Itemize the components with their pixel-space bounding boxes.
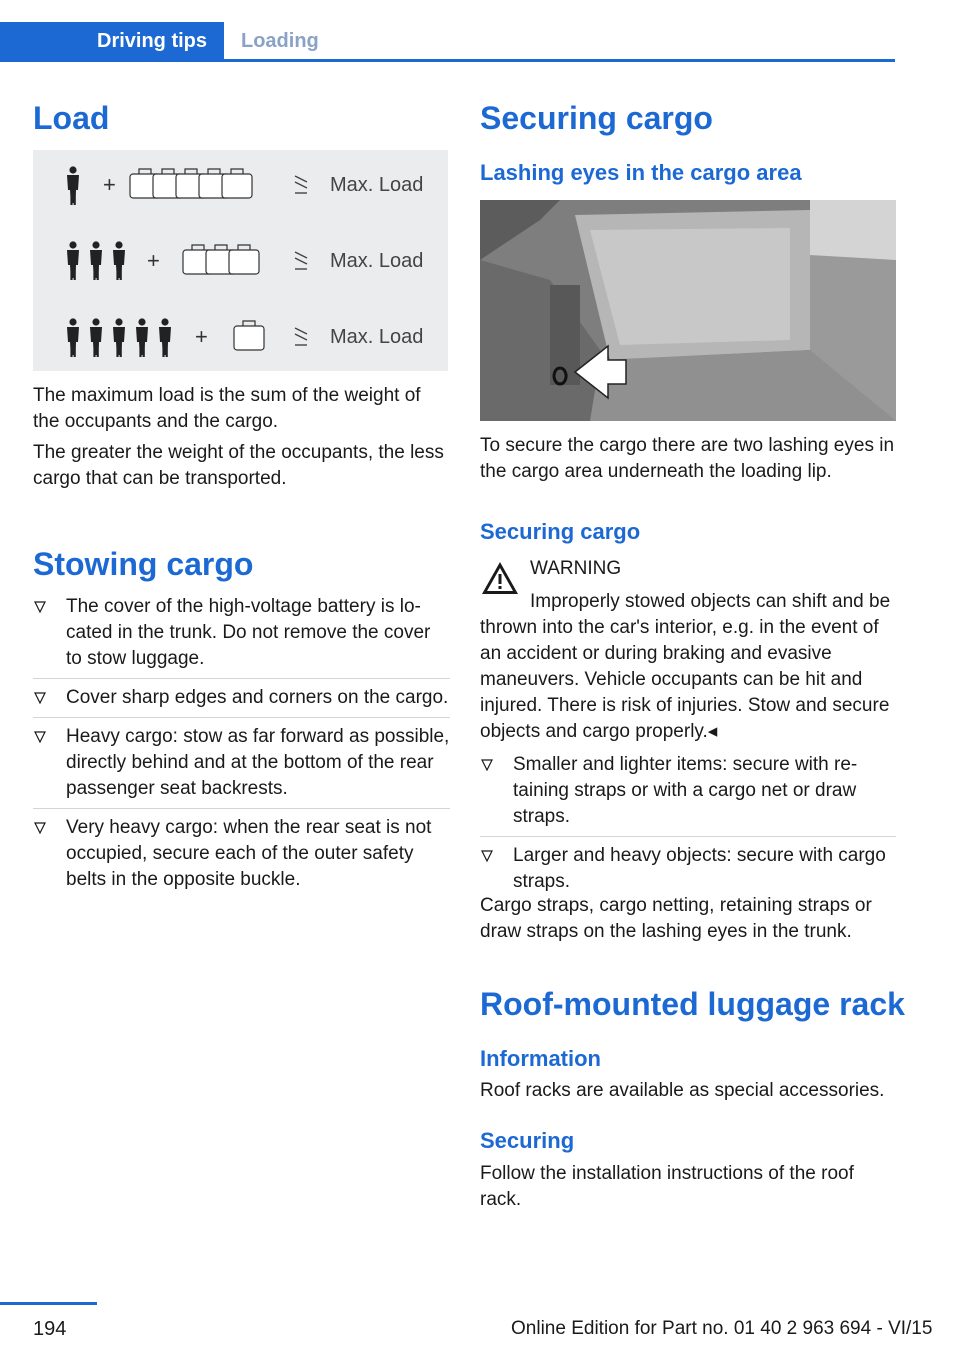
information-subheading: Information xyxy=(480,1046,601,1071)
cargo-area-photo xyxy=(480,200,896,421)
lashing-eyes-subheading: Lashing eyes in the cargo area xyxy=(480,160,802,185)
svg-text:+: + xyxy=(195,324,208,349)
load-heading: Load xyxy=(33,100,110,136)
page-number: 194 xyxy=(33,1318,67,1340)
footer-accent-line xyxy=(0,1302,97,1305)
list-item-text: The cover of the high-voltage battery is located in the trunk. Do not remove the cover to stow luggage. xyxy=(66,596,431,669)
edition-note: Online Edition for Part no. 01 40 2 963 694 - VI/15 xyxy=(511,1318,933,1339)
securing-cargo-heading: Securing cargo xyxy=(480,100,713,136)
list-item-text: Smaller and lighter items: secure with retaining straps or with a cargo net or draw straps. xyxy=(513,754,858,827)
load-paragraph-1: The maximum load is the sum of the weight of the occupants and the cargo. xyxy=(33,385,421,432)
information-paragraph: Roof racks are available as special accessories. xyxy=(480,1080,885,1101)
triangle-bullet-icon xyxy=(34,692,46,704)
svg-text:+: + xyxy=(147,248,160,273)
warning-text: Improperly stowed objects can shift and be thrown into the car's interior, e.g. in the event of an accident or during braking and evasive maneuvers. Vehicle occupants can be hit and injured. There is risk of injuries. Stow and secure objects and cargo properly.◂ xyxy=(480,591,891,742)
straps-paragraph: Cargo straps, cargo netting, retaining straps or draw straps on the lashing eyes in the trunk. xyxy=(480,895,872,942)
warning-label: WARNING xyxy=(530,558,622,579)
tab-loading[interactable]: Loading xyxy=(241,30,319,52)
roof-rack-heading: Roof-mounted luggage rack xyxy=(480,986,905,1022)
securing-paragraph: Follow the installation instructions of the roof rack. xyxy=(480,1163,854,1210)
securing-subheading: Securing xyxy=(480,1128,575,1153)
list-item xyxy=(33,594,450,679)
row-3-five-persons xyxy=(67,318,423,357)
triangle-bullet-icon xyxy=(34,731,46,743)
list-item-text: Cover sharp edges and corners on the cargo. xyxy=(66,687,449,708)
triangle-bullet-icon xyxy=(34,822,46,834)
svg-text:Max. Load: Max. Load xyxy=(330,174,424,196)
chapter-tab-bar xyxy=(0,22,895,62)
tab-driving-tips[interactable]: Driving tips xyxy=(0,22,224,60)
list-item xyxy=(33,815,450,899)
row-2-three-persons xyxy=(67,241,423,280)
list-item xyxy=(480,752,896,837)
list-item xyxy=(33,724,450,809)
triangle-bullet-icon xyxy=(481,759,493,771)
stowing-cargo-heading: Stowing cargo xyxy=(33,546,254,582)
list-item xyxy=(33,685,450,718)
row-1-one-person xyxy=(67,166,423,205)
securing-cargo-subheading: Securing cargo xyxy=(480,519,641,544)
cargo-area-illustration xyxy=(480,200,896,421)
triangle-bullet-icon xyxy=(481,850,493,862)
list-item-text: Larger and heavy objects: secure with cargo straps. xyxy=(513,845,886,892)
svg-text:Max. Load: Max. Load xyxy=(330,250,424,272)
stowing-cargo-list xyxy=(33,594,450,905)
triangle-bullet-icon xyxy=(34,601,46,613)
max-load-illustration xyxy=(33,150,448,371)
securing-cargo-list xyxy=(480,752,896,907)
list-item-text: Very heavy cargo: when the rear seat is not occupied, secure each of the outer safety belts in the opposite buckle. xyxy=(66,817,432,890)
load-paragraph-2: The greater the weight of the occupants, the less cargo that can be transported. xyxy=(33,442,444,489)
svg-text:+: + xyxy=(103,172,116,197)
lashing-paragraph: To secure the cargo there are two lashing eyes in the cargo area underneath the loading lip. xyxy=(480,435,895,482)
max-load-diagram xyxy=(33,150,448,371)
svg-text:Max. Load: Max. Load xyxy=(330,326,424,348)
list-item-text: Heavy cargo: stow as far forward as possible, directly behind and at the bottom of the rear passenger seat backrests. xyxy=(66,726,450,799)
